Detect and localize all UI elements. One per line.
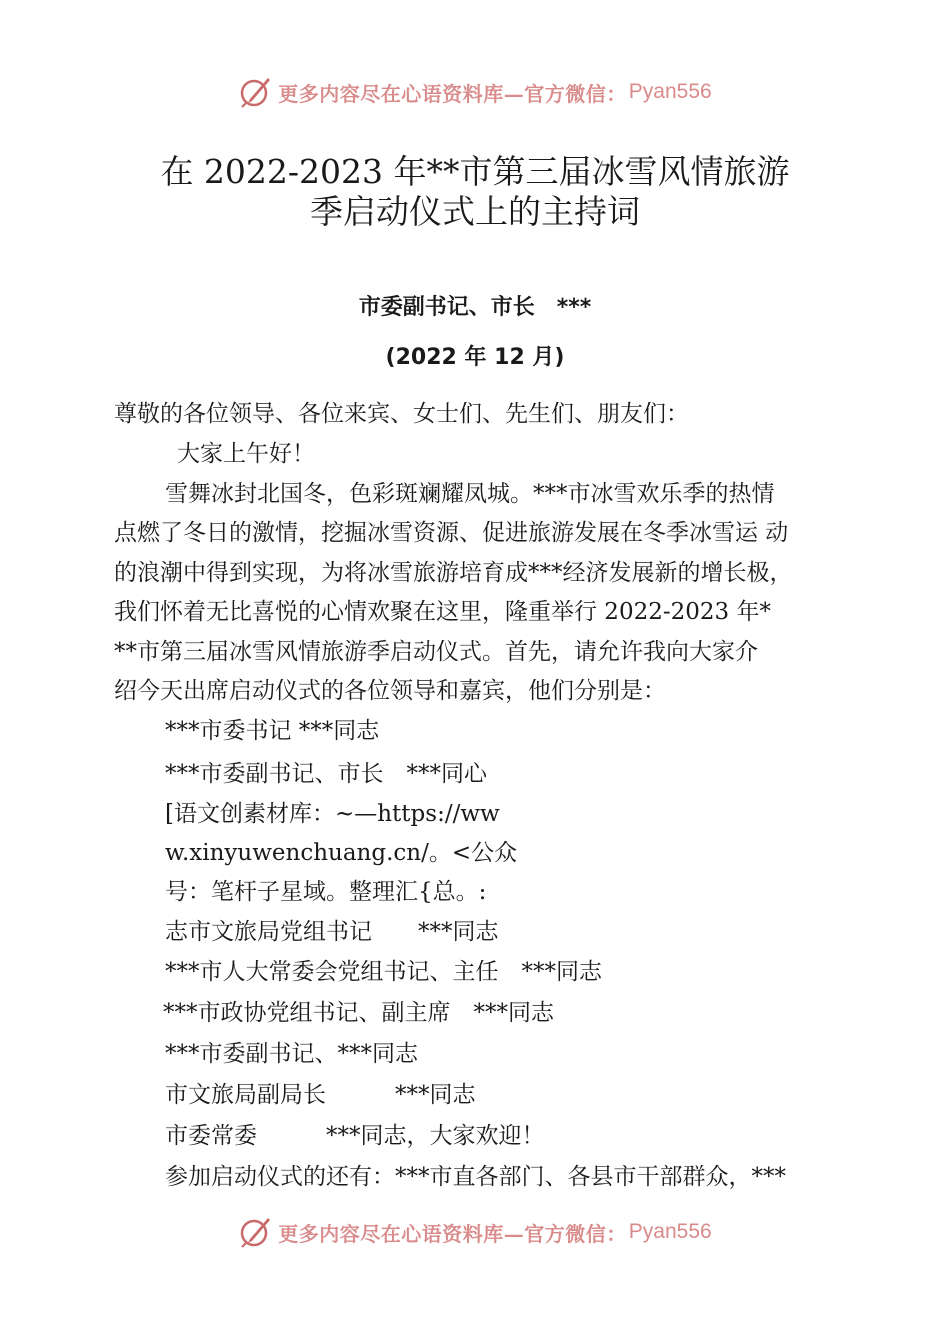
body-line: 志市文旅局党组书记 ***同志 <box>165 919 499 945</box>
body-line: ***市委副书记、市长 ***同心 <box>165 761 487 787</box>
title-line-1: 在 2022-2023 年**市第三届冰雪风情旅游 <box>160 152 790 191</box>
body-line: ***市委书记 ***同志 <box>165 718 380 744</box>
body-line: [语文创素材库：~—https://ww <box>165 801 500 827</box>
body-line: 市委常委 ***同志，大家欢迎！ <box>165 1123 545 1149</box>
footer-banner <box>0 1212 950 1252</box>
title-line-2: 季启动仪式上的主持词 <box>310 192 640 231</box>
body-line: 参加启动仪式的还有：***市直各部门、各县市干部群众，*** <box>165 1164 786 1190</box>
header-banner <box>0 72 950 112</box>
body-line: ***市政协党组书记、副主席 ***同志 <box>163 1000 554 1026</box>
body-line: 雪舞冰封北国冬，色彩斑斓耀凤城。***市冰雪欢乐季的热情 <box>165 481 775 507</box>
banner-wechat-id: Pyan556 <box>628 1220 712 1243</box>
body-line: 绍今天出席启动仪式的各位领导和嘉宾，他们分别是： <box>114 678 666 704</box>
banner-text: 更多内容尽在心语资料库—官方微信： <box>278 1221 627 1246</box>
banner-text: 更多内容尽在心语资料库—官方微信： <box>278 81 627 106</box>
body-line: **市第三届冰雪风情旅游季启动仪式。首先，请允许我向大家介 <box>114 639 758 665</box>
body-line: 号：笔杆子星域。整理汇{总。: <box>165 879 487 905</box>
banner-wechat-id: Pyan556 <box>628 80 712 103</box>
body-line: ***市人大常委会党组书记、主任 ***同志 <box>165 959 602 985</box>
body-line: ***市委副书记、***同志 <box>165 1041 418 1067</box>
quill-logo-icon <box>238 1215 272 1249</box>
body-line: 大家上午好！ <box>177 441 315 467</box>
body-line: 尊敬的各位领导、各位来宾、女士们、先生们、朋友们： <box>114 401 689 427</box>
author-line: 市委副书记、市长 *** <box>358 295 592 320</box>
body-line: 市文旅局副局长 ***同志 <box>165 1082 476 1108</box>
document-title <box>0 152 950 232</box>
body-line: 我们怀着无比喜悦的心情欢聚在这里，隆重举行 2022-2023 年* <box>114 599 771 625</box>
body-line: 的浪潮中得到实现，为将冰雪旅游培育成***经济发展新的增长极， <box>114 560 793 586</box>
body-line: w.xinyuwenchuang.cn/。<公众 <box>165 840 518 866</box>
quill-logo-icon <box>238 75 272 109</box>
date-line: (2022 年 12 月) <box>385 345 565 370</box>
body-line: 点燃了冬日的激情，挖掘冰雪资源、促进旅游发展在冬季冰雪运 动 <box>114 520 789 546</box>
